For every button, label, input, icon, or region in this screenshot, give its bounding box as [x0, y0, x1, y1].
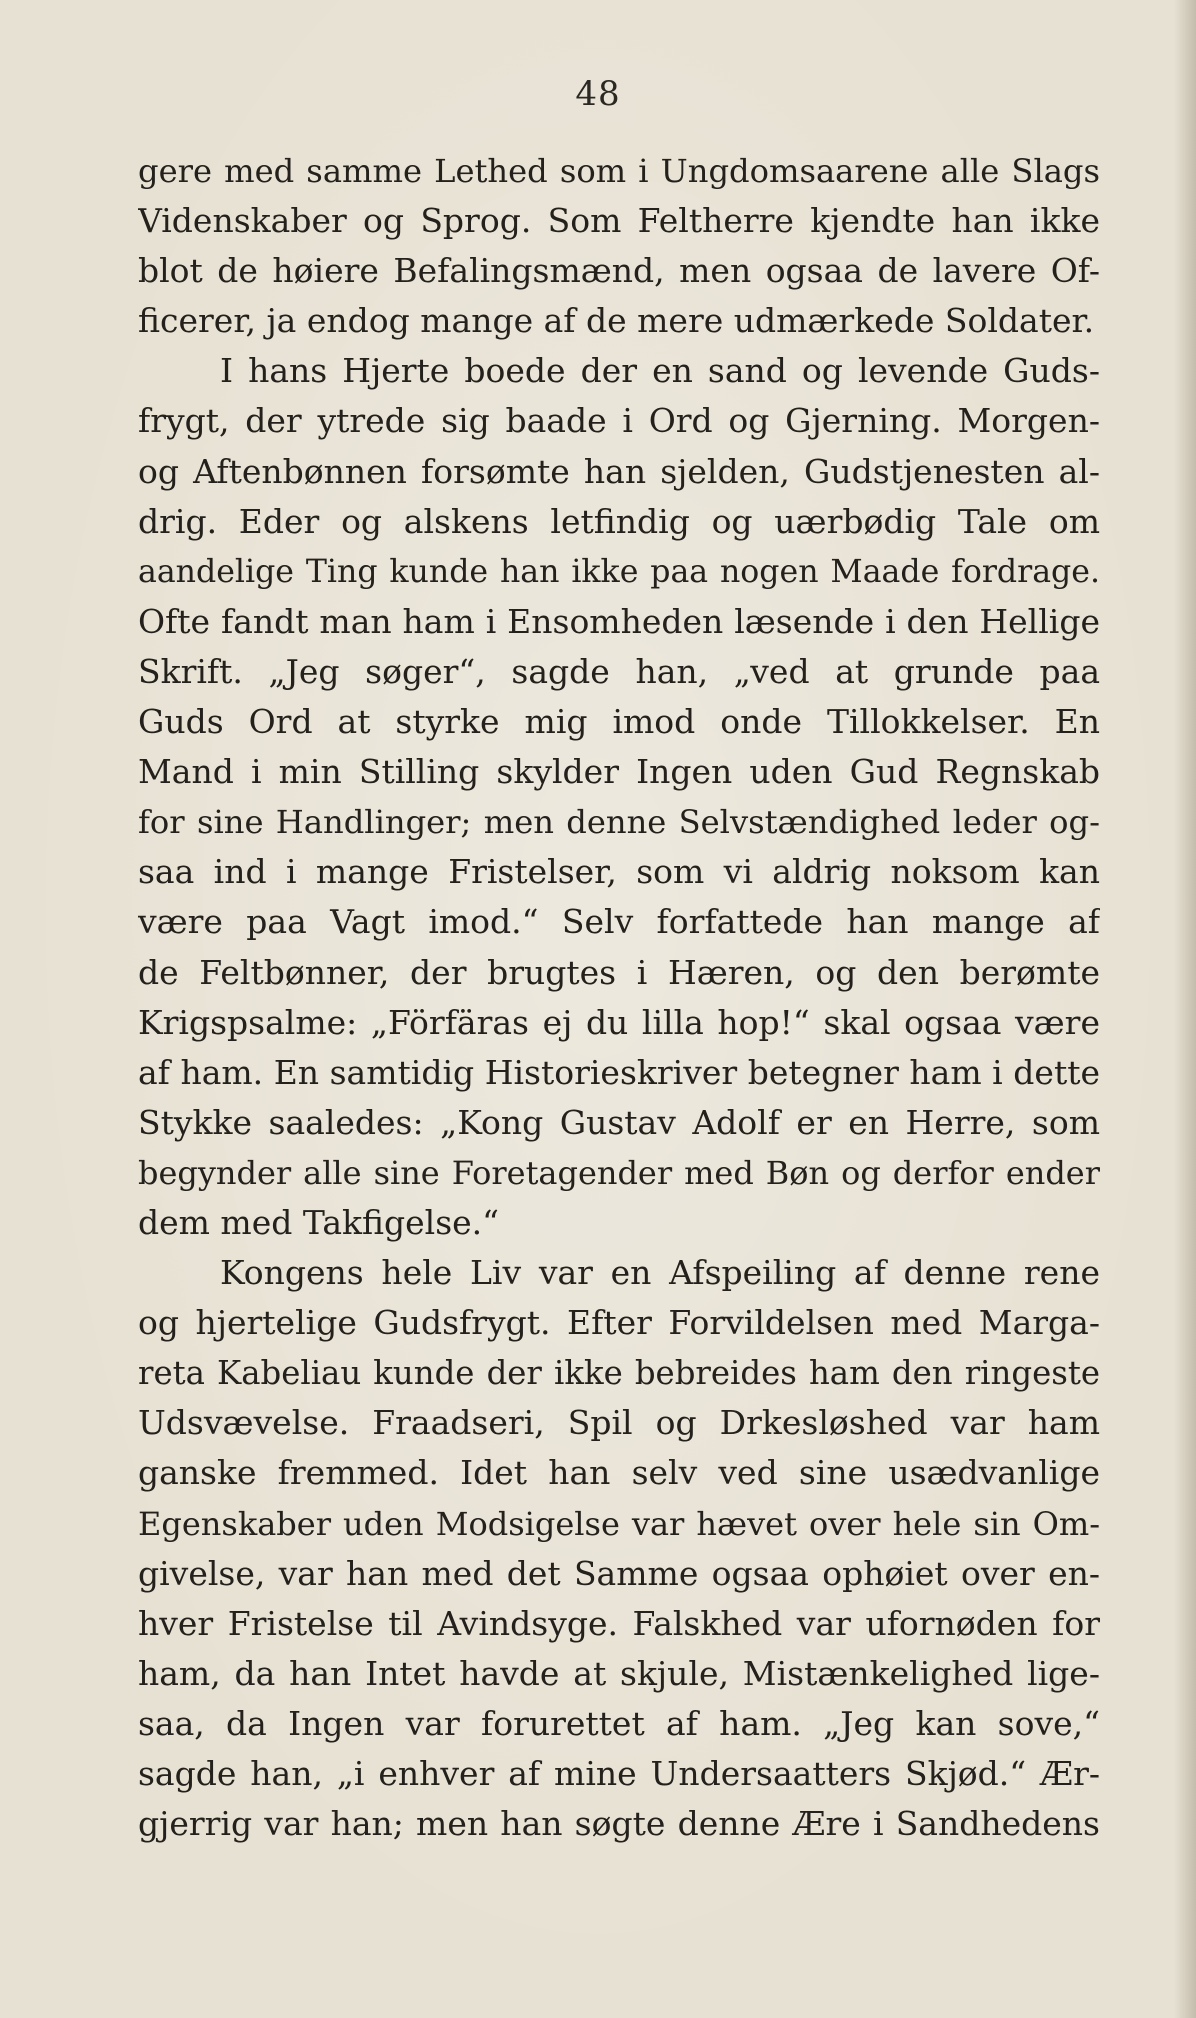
- text-line: Egenskaber uden Modsigelse var hævet over hele sin Om-: [138, 1504, 1100, 1543]
- text-line: af ham. En samtidig Historieskriver betegner ham i dette: [138, 1052, 1100, 1092]
- text-line: sagde han, „i enhver af mine Undersaatters Skjød.“ Ær-: [138, 1754, 1100, 1793]
- text-line: gere med samme Lethed som i Ungdomsaarene alle Slags: [138, 152, 1100, 190]
- text-line: hver Fristelse til Avindsyge. Falskhed var ufornøden for: [138, 1603, 1100, 1643]
- text-line: de Feltbønner, der brugtes i Hæren, og den berømte: [138, 952, 1100, 992]
- text-line: blot de høiere Befalingsmænd, men ogsaa de lavere Of-: [138, 251, 1100, 291]
- text-line: frygt, der ytrede sig baade i Ord og Gjerning. Morgen-: [138, 401, 1100, 441]
- text-line: og hjertelige Gudsfrygt. Efter Forvildelsen med Marga-: [138, 1303, 1100, 1343]
- text-line: ganske fremmed. Idet han selv ved sine usædvanlige: [138, 1453, 1100, 1493]
- text-line: Udsvævelse. Fraadseri, Spil og Drkesløshed var ham: [138, 1403, 1100, 1443]
- text-line: Stykke saaledes: „Kong Gustav Adolf er en Herre, som: [138, 1102, 1100, 1142]
- text-line: ham, da han Intet havde at skjule, Mistænkelighed lige-: [138, 1653, 1100, 1693]
- text-line: I hans Hjerte boede der en sand og levende Guds-: [220, 351, 1100, 391]
- text-line: for sine Handlinger; men denne Selvstændighed leder og-: [138, 803, 1100, 842]
- text-line: drig. Eder og alskens letfindig og uærbødig Tale om: [138, 501, 1100, 541]
- text-line: Ofte fandt man ham i Ensomheden læsende i den Hellige: [138, 601, 1100, 641]
- text-line: Kongens hele Liv var en Afspeiling af denne rene: [220, 1253, 1100, 1293]
- text-line: Videnskaber og Sprog. Som Feltherre kjendte han ikke: [138, 201, 1100, 241]
- page-number: 48: [575, 74, 621, 114]
- page-edge-shadow: [1174, 0, 1196, 2018]
- text-line: ficerer, ja endog mange af de mere udmærkede Soldater.: [138, 301, 1095, 341]
- text-line: dem med Takfigelse.“: [138, 1202, 500, 1242]
- text-line: givelse, var han med det Samme ogsaa ophøiet over en-: [138, 1553, 1100, 1593]
- text-line: gjerrig var han; men han søgte denne Ære i Sandhedens: [138, 1804, 1100, 1844]
- text-line: saa, da Ingen var forurettet af ham. „Jeg kan sove,“: [138, 1703, 1100, 1743]
- text-line: Krigspsalme: „Förfäras ej du lilla hop!“ skal ogsaa være: [138, 1002, 1100, 1042]
- text-line: Skrift. „Jeg søger“, sagde han, „ved at grunde paa: [138, 651, 1100, 691]
- text-line: Mand i min Stilling skylder Ingen uden Gud Regnskab: [138, 752, 1100, 792]
- text-line: og Aftenbønnen forsømte han sjelden, Gudstjenesten al-: [138, 451, 1100, 491]
- text-line: begynder alle sine Foretagender med Bøn og derfor ender: [138, 1153, 1100, 1192]
- text-line: reta Kabeliau kunde der ikke bebreides ham den ringeste: [138, 1354, 1100, 1393]
- text-line: være paa Vagt imod.“ Selv forfattede han mange af: [138, 902, 1100, 942]
- text-line: saa ind i mange Fristelser, som vi aldrig noksom kan: [138, 852, 1100, 892]
- body-text: [138, 146, 1100, 1849]
- text-line: aandelige Ting kunde han ikke paa nogen Maade fordrage.: [138, 553, 1100, 590]
- text-line: Guds Ord at styrke mig imod onde Tillokkelser. En: [138, 702, 1100, 742]
